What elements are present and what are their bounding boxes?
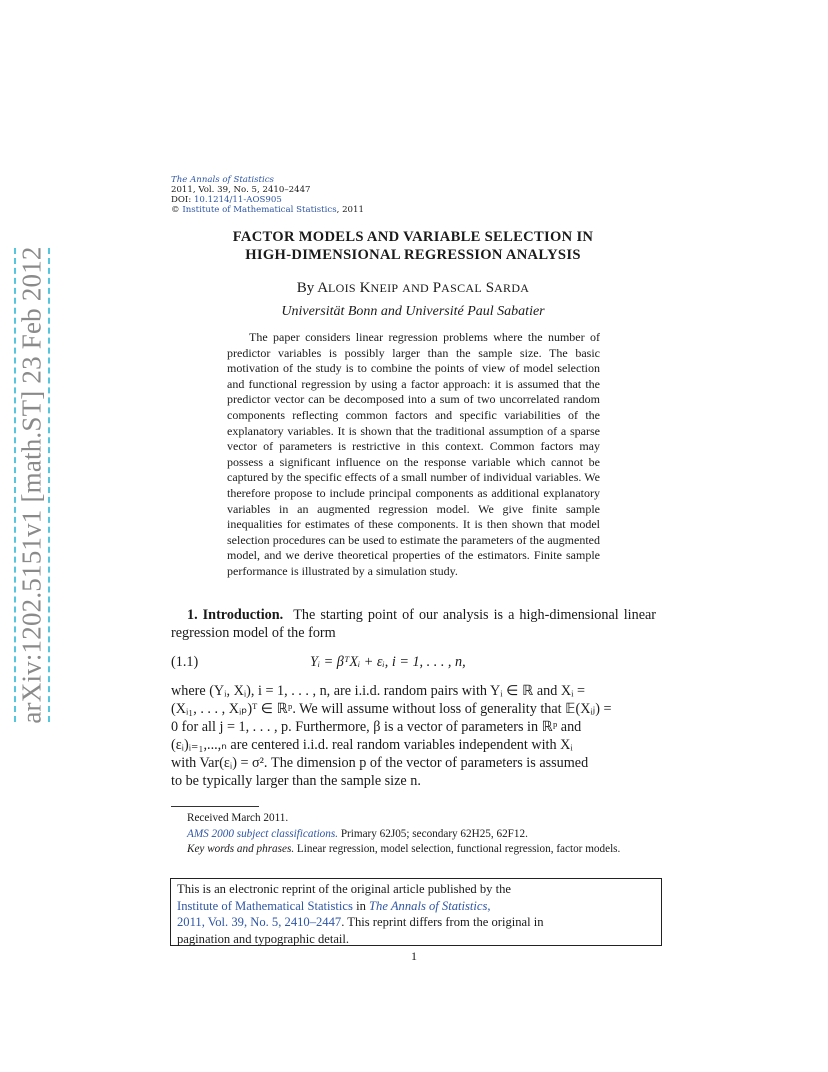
footnote-divider — [171, 806, 259, 807]
equation-formula: Yᵢ = βᵀXᵢ + εᵢ, i = 1, . . . , n, — [310, 654, 466, 670]
keywords-text: Linear regression, model selection, functional regression, factor models. — [296, 843, 621, 855]
ams-classification — [171, 827, 656, 843]
author-1 — [317, 280, 398, 296]
body-line: (εᵢ)ᵢ₌₁,...,ₙ are centered i.i.d. real random variables independent with Xᵢ — [171, 737, 573, 753]
reprint-line-4: pagination and typographic detail. — [177, 931, 350, 946]
ams-link[interactable]: AMS 2000 subject classifications. — [187, 827, 339, 840]
reprint-in: in — [356, 898, 366, 913]
reprint-institute-link[interactable]: Institute of Mathematical Statistics — [177, 898, 353, 913]
copyright-symbol: © — [171, 205, 180, 215]
reprint-journal-link[interactable]: The Annals of Statistics — [369, 898, 488, 913]
body-line: to be typically larger than the sample size n. — [171, 773, 421, 789]
reprint-notice — [170, 878, 662, 946]
body-line: with Var(εᵢ) = σ². The dimension p of the vector of parameters is assumed — [171, 755, 589, 771]
author2-rest: ASCAL — [441, 281, 482, 295]
reprint-line-1: This is an electronic reprint of the original article published by the — [177, 882, 511, 896]
equation-number: (1.1) — [171, 654, 199, 670]
body-paragraph — [171, 682, 656, 790]
institute-link[interactable]: Institute of Mathematical Statistics — [182, 205, 337, 215]
title-line-2: HIGH-DIMENSIONAL REGRESSION ANALYSIS — [245, 246, 581, 263]
keywords — [171, 842, 656, 858]
author1-rest: LOIS — [328, 281, 356, 295]
doi-line — [171, 195, 364, 205]
copyright-year: , 2011 — [336, 205, 364, 215]
intro-text: The starting point of our analysis is a high-dimensional linear regression model of the form — [171, 607, 657, 641]
author2-last-initial: S — [485, 280, 495, 296]
copyright-line — [171, 205, 364, 215]
stamp-dash-right — [48, 248, 50, 722]
ams-text: Primary 62J05; secondary 62H25, 62F12. — [340, 827, 528, 840]
received-date: Received March 2011. — [187, 812, 289, 824]
reprint-volume-link[interactable]: 2011, Vol. 39, No. 5, 2410–2447 — [177, 915, 342, 929]
by-label — [297, 280, 315, 296]
journal-name-link[interactable]: The Annals of Statistics — [171, 175, 274, 185]
volume-line: 2011, Vol. 39, No. 5, 2410–2447 — [171, 185, 311, 195]
author1-last-rest: NEIP — [370, 281, 399, 295]
title-line-1: FACTOR MODELS AND VARIABLE SELECTION IN — [232, 229, 594, 245]
author2-initial: P — [432, 280, 442, 296]
reprint-differs: . This reprint differs from the original in — [341, 915, 544, 929]
footnotes — [171, 811, 656, 858]
journal-header — [171, 175, 364, 215]
authors — [160, 280, 666, 297]
arxiv-identifier[interactable]: arXiv:1202.5151v1 [math.ST] 23 Feb 2012 — [16, 246, 47, 724]
arxiv-stamp — [8, 248, 56, 722]
author1-last-initial: K — [359, 280, 371, 296]
body-line: where (Yᵢ, Xᵢ), i = 1, . . . , n, are i.i.d. random pairs with Yᵢ ∈ ℝ and Xᵢ = — [171, 683, 585, 699]
page-number: 1 — [411, 949, 417, 963]
reprint-line-2 — [177, 898, 655, 915]
doi-prefix: DOI: — [171, 195, 192, 205]
reprint-comma: , — [487, 898, 491, 913]
body-line: (Xᵢ₁, . . . , Xᵢₚ)ᵀ ∈ ℝᵖ. We will assume without loss of generality that 𝔼(Xᵢⱼ) = — [171, 701, 612, 717]
introduction-paragraph — [171, 606, 656, 642]
author1-initial: A — [317, 280, 329, 296]
author2-last-rest: ARDA — [494, 281, 530, 295]
and-word: AND — [402, 281, 430, 295]
section-heading: 1. Introduction. — [187, 607, 284, 623]
abstract: The paper considers linear regression problems where the number of predictor variables is possibly larger than the sample size. The basic motivation of the study is to combine the points of view of model selection and functional regression by using a factor approach: it is assumed that the predictor vector can be decomposed into a sum of two uncorrelated random components reflecting common factors and specific variabilities of the explanatory variables. It is shown that the traditional assumption of a sparse vector of parameters is restrictive in this context. Common factors may possess a significant influence on the response variable which cannot be captured by the specific effects of a small number of individual variables. We therefore propose to include principal components as additional explanatory variables in an augmented regression model. We give finite sample inequalities for estimates of these components. It is then shown that model selection procedures can be used to estimate the parameters of the augmented model, and we derive theoretical properties of the estimators. Finite sample performance is illustrated by a simulation study. — [227, 330, 600, 578]
author-2 — [433, 280, 529, 296]
keywords-label: Key words and phrases. — [187, 843, 295, 855]
reprint-line-3 — [177, 914, 655, 931]
by-word: By — [296, 280, 315, 296]
affiliation: Universität Bonn and Université Paul Sabatier — [281, 304, 545, 319]
body-line: 0 for all j = 1, . . . , p. Furthermore, β is a vector of parameters in ℝᵖ and — [171, 719, 582, 735]
paper-title — [160, 229, 666, 264]
doi-link[interactable]: 10.1214/11-AOS905 — [193, 195, 282, 205]
